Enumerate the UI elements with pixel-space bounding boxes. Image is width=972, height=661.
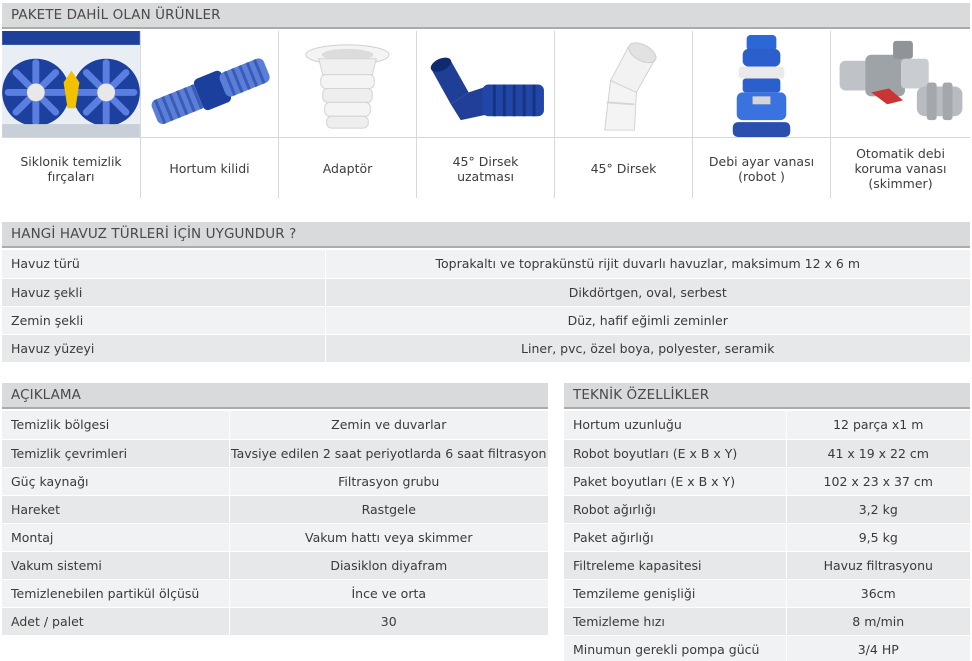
row-value: Tavsiye edilen 2 saat periyotlarda 6 saat filtrasyon (229, 439, 548, 467)
product-cyclonic-brushes (2, 31, 141, 198)
table-row (2, 579, 548, 607)
row-key: Filtreleme kapasitesi (564, 551, 786, 579)
row-value: Filtrasyon grubu (229, 467, 548, 495)
row-key: Hareket (2, 495, 229, 523)
skimmer-valve-icon (831, 31, 970, 138)
row-value: 9,5 kg (786, 523, 970, 551)
table-row (564, 635, 970, 661)
product-label: Siklonik temizlik fırçaları (20, 153, 122, 184)
specs-section-title: TEKNİK ÖZELLİKLER (564, 383, 970, 409)
hose-lock-icon (141, 31, 278, 138)
row-value: Diasiklon diyafram (229, 551, 548, 579)
row-key: Montaj (2, 523, 229, 551)
products-section-title: PAKETE DAHİL OLAN ÜRÜNLER (2, 3, 970, 29)
product-hose-lock (141, 31, 279, 198)
row-value: 41 x 19 x 22 cm (786, 439, 970, 467)
description-table (2, 411, 548, 636)
pool-shape-key: Havuz şekli (2, 278, 325, 306)
product-adapter (279, 31, 417, 198)
product-skimmer-valve (831, 31, 970, 198)
pool-shape-value: Dikdörtgen, oval, serbest (325, 278, 970, 306)
table-row (2, 523, 548, 551)
specs-table (564, 411, 970, 661)
row-value: Zemin ve duvarlar (229, 411, 548, 439)
row-value: İnce ve orta (229, 579, 548, 607)
row-key: Güç kaynağı (2, 467, 229, 495)
table-row (564, 607, 970, 635)
table-row (2, 250, 970, 278)
product-label: Hortum kilidi (169, 161, 250, 176)
row-key: Temizlik bölgesi (2, 411, 229, 439)
pool-type-value: Toprakaltı ve toprakünstü rijit duvarlı havuzlar, maksimum 12 x 6 m (325, 250, 970, 278)
table-row (564, 467, 970, 495)
table-row (2, 278, 970, 306)
product-flow-valve (693, 31, 831, 198)
row-key: Minumun gerekli pompa gücü (564, 635, 786, 661)
description-section-title: AÇIKLAMA (2, 383, 548, 409)
table-row (564, 411, 970, 439)
row-value: 12 parça x1 m (786, 411, 970, 439)
row-value: 3/4 HP (786, 635, 970, 661)
elbow-icon (555, 31, 692, 138)
pool-surface-value: Liner, pvc, özel boya, polyester, seramik (325, 334, 970, 362)
table-row (2, 334, 970, 362)
row-value: 36cm (786, 579, 970, 607)
row-key: Vakum sistemi (2, 551, 229, 579)
pool-types-section-title: HANGİ HAVUZ TÜRLERİ İÇİN UYGUNDUR ? (2, 222, 970, 248)
row-key: Robot ağırlığı (564, 495, 786, 523)
row-value: 30 (229, 607, 548, 635)
row-key: Hortum uzunluğu (564, 411, 786, 439)
cyclonic-brushes-icon (2, 31, 140, 138)
row-key: Temizleme hızı (564, 607, 786, 635)
row-key: Temizlenebilen partikül ölçüsü (2, 579, 229, 607)
row-key: Adet / palet (2, 607, 229, 635)
flow-valve-icon (693, 31, 830, 138)
adapter-icon (279, 31, 416, 138)
table-row (2, 551, 548, 579)
product-label: 45° Dirsek uzatması (452, 153, 519, 184)
table-row (564, 551, 970, 579)
product-label: Otomatik debi koruma vanası (skimmer) (854, 146, 947, 191)
product-elbow (555, 31, 693, 198)
table-row (564, 523, 970, 551)
row-key: Temzileme genişliği (564, 579, 786, 607)
product-label: 45° Dirsek (590, 161, 657, 176)
row-key: Temizlik çevrimleri (2, 439, 229, 467)
table-row (2, 467, 548, 495)
table-row (2, 439, 548, 467)
table-row (2, 495, 548, 523)
elbow-extension-icon (417, 31, 554, 138)
product-label: Debi ayar vanası (robot ) (708, 153, 815, 184)
products-grid (2, 31, 970, 198)
pool-types-table (2, 250, 970, 363)
row-value: 8 m/min (786, 607, 970, 635)
product-label: Adaptör (322, 161, 373, 176)
pool-surface-key: Havuz yüzeyi (2, 334, 325, 362)
row-key: Paket ağırlığı (564, 523, 786, 551)
table-row (564, 439, 970, 467)
row-key: Robot boyutları (E x B x Y) (564, 439, 786, 467)
row-value: 3,2 kg (786, 495, 970, 523)
product-elbow-extension (417, 31, 555, 198)
row-value: 102 x 23 x 37 cm (786, 467, 970, 495)
row-value: Vakum hattı veya skimmer (229, 523, 548, 551)
floor-shape-value: Düz, hafif eğimli zeminler (325, 306, 970, 334)
floor-shape-key: Zemin şekli (2, 306, 325, 334)
row-key: Paket boyutları (E x B x Y) (564, 467, 786, 495)
row-value: Havuz filtrasyonu (786, 551, 970, 579)
table-row (2, 306, 970, 334)
table-row (564, 579, 970, 607)
pool-type-key: Havuz türü (2, 250, 325, 278)
row-value: Rastgele (229, 495, 548, 523)
table-row (2, 411, 548, 439)
table-row (2, 607, 548, 635)
table-row (564, 495, 970, 523)
